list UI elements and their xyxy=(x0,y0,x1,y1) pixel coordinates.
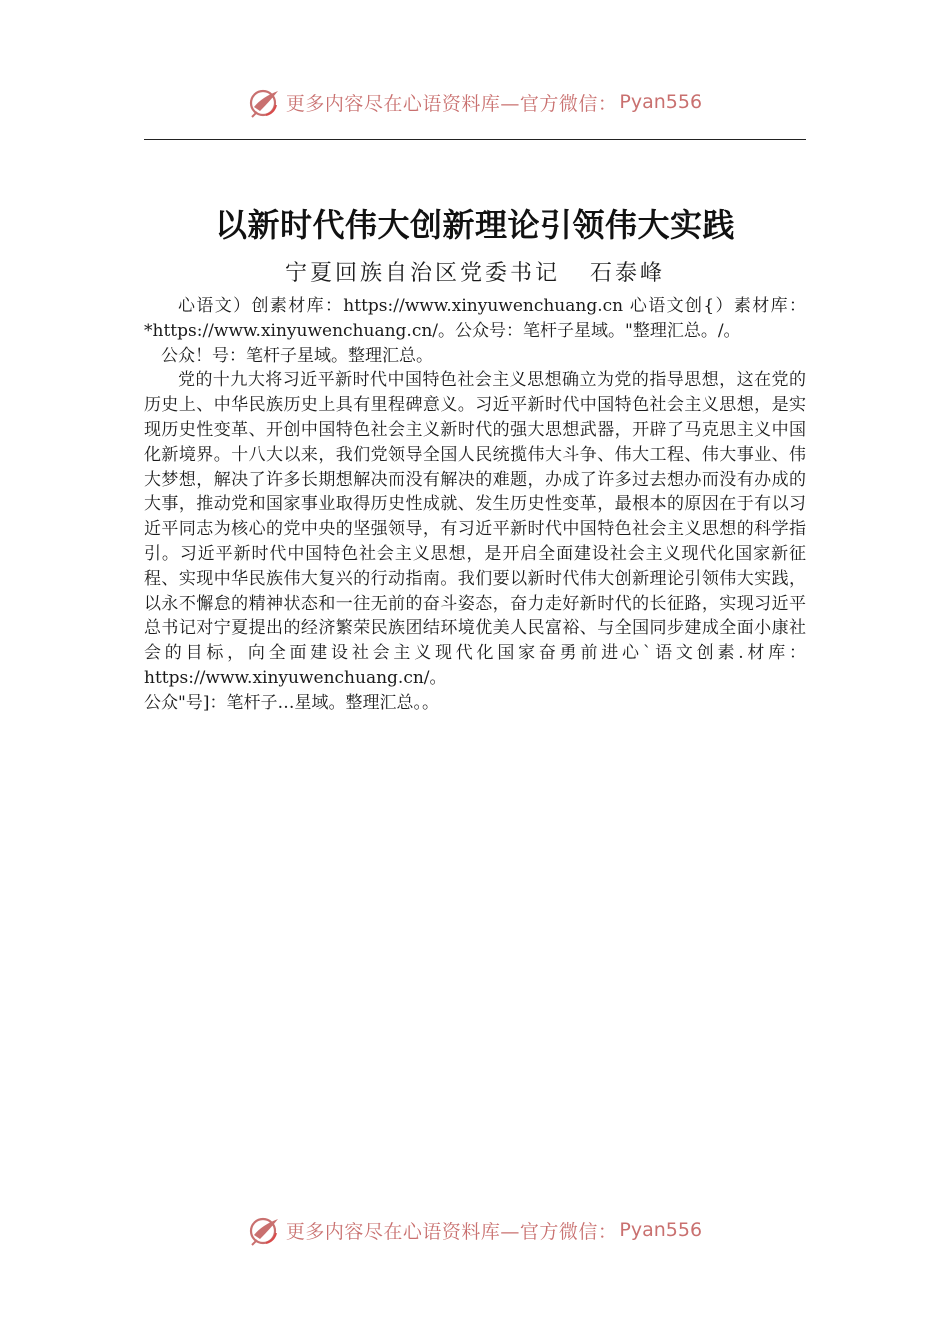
document-byline: 宁夏回族自治区党委书记 石泰峰 xyxy=(285,261,665,286)
header-divider xyxy=(144,139,806,140)
banner-text: 更多内容尽在心语资料库—官方微信： xyxy=(285,1220,618,1243)
banner-wechat-id: Pyan556 xyxy=(619,1219,703,1241)
document-title: 以新时代伟大创新理论引领伟大实践 xyxy=(214,206,735,244)
paragraph: 公众！号：笔杆子星域。整理汇总。 xyxy=(161,345,433,366)
quill-swirl-logo-icon xyxy=(248,85,282,119)
quill-swirl-logo-icon xyxy=(248,1213,282,1247)
document-body xyxy=(144,294,806,716)
header-banner xyxy=(0,82,950,122)
banner-wechat-id: Pyan556 xyxy=(619,91,703,113)
banner-text: 更多内容尽在心语资料库—官方微信： xyxy=(285,92,618,115)
paragraph: 公众"号]：笔杆子…星域。整理汇总。。 xyxy=(144,692,439,713)
footer-banner xyxy=(0,1210,950,1250)
paragraph: 党的十九大将习近平新时代中国特色社会主义思想确立为党的指导思想，这在党的历史上、中华民族历史上具有里程碑意义。习近平新时代中国特色社会主义思想，是实现历史性变革、开创中国特色社会主义新时代的强大思想武器，开辟了马克思主义中国化新境界。十八大以来，我们党领导全国人民统揽伟大斗争、伟大工程、伟大事业、伟大梦想，解决了许多长期想解决而没有解决的难题，办成了许多过去想办而没有办成的大事，推动党和国家事业取得历史性成就、发生历史性变革，最根本的原因在于有以习近平同志为核心的党中央的坚强领导，有习近平新时代中国特色社会主义思想的科学指引。习近平新时代中国特色社会主义思想，是开启全面建设社会主义现代化国家新征程、实现中华民族伟大复兴的行动指南。我们要以新时代伟大创新理论引领伟大实践，以永不懈怠的精神状态和一往无前的奋斗姿态，奋力走好新时代的长征路，实现习近平总书记对宁夏提出的经济繁荣民族团结环境优美人民富裕、与全国同步建成全面小康社会的目标，向全面建设社会主义现代化国家奋勇前进心`语文创素.材库：https://www.xinyuwenchuang.cn/。 xyxy=(144,370,806,688)
paragraph: 心语文）创素材库：https://www.xinyuwenchuang.cn 心语文创{）素材库：*https://www.xinyuwenchuang.cn/。公众号：笔杆子星域。"整理汇总。/。 xyxy=(144,296,806,341)
